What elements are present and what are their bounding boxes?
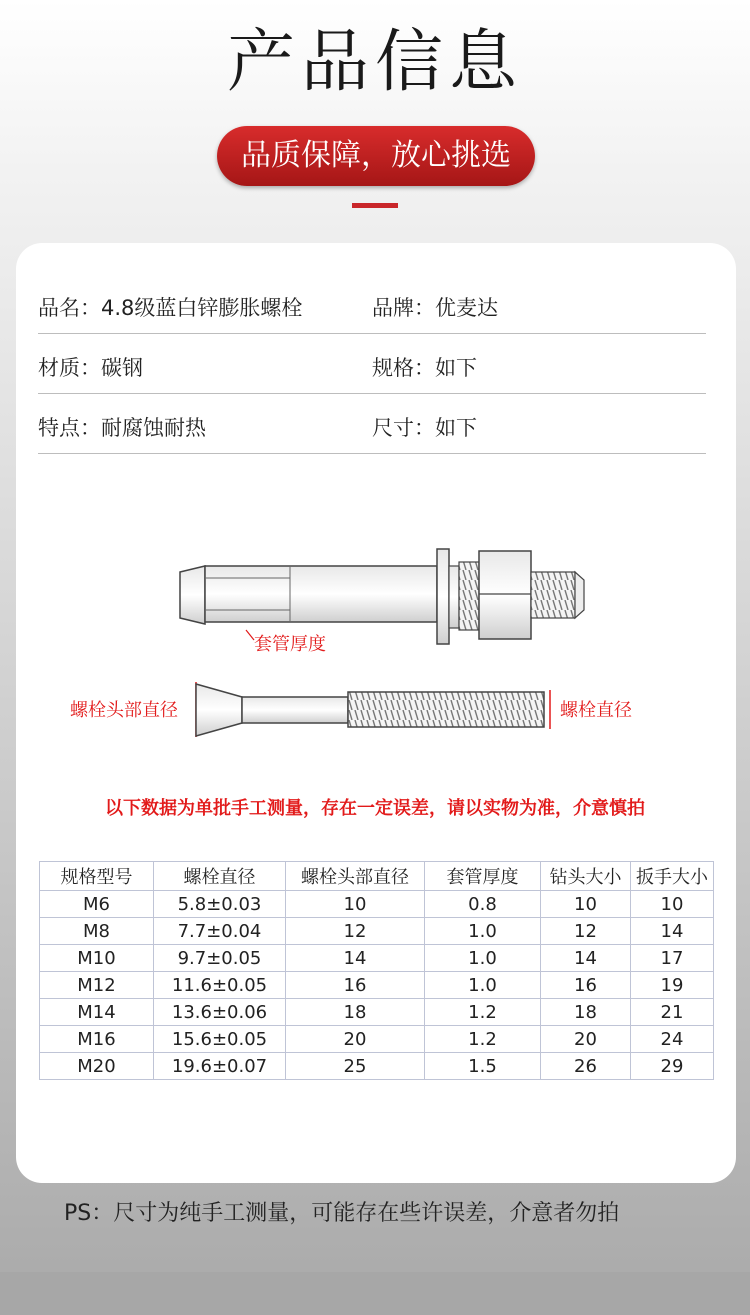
- product-brand: 品牌：优麦达: [372, 296, 498, 320]
- cell-bolt-diameter: 11.6±0.05: [154, 972, 286, 999]
- cell-sleeve-thickness: 1.0: [425, 918, 541, 945]
- cell-bolt-diameter: 7.7±0.04: [154, 918, 286, 945]
- cell-drill-size: 26: [541, 1053, 631, 1080]
- cell-wrench-size: 29: [631, 1053, 714, 1080]
- cell-model: M20: [40, 1053, 154, 1080]
- table-row: [40, 1053, 714, 1080]
- cell-sleeve-thickness: 1.0: [425, 972, 541, 999]
- header-wrench-size: 扳手大小: [631, 862, 714, 891]
- cell-model: M12: [40, 972, 154, 999]
- cell-drill-size: 12: [541, 918, 631, 945]
- cell-drill-size: 20: [541, 1026, 631, 1053]
- cell-wrench-size: 21: [631, 999, 714, 1026]
- cell-sleeve-thickness: 1.2: [425, 999, 541, 1026]
- cell-wrench-size: 14: [631, 918, 714, 945]
- cell-sleeve-thickness: 1.5: [425, 1053, 541, 1080]
- header-model: 规格型号: [40, 862, 154, 891]
- product-feature: 特点：耐腐蚀耐热: [38, 416, 206, 440]
- cell-bolt-diameter: 9.7±0.05: [154, 945, 286, 972]
- product-spec: 规格：如下: [372, 356, 477, 380]
- header-bolt-diameter: 螺栓直径: [154, 862, 286, 891]
- cell-head-diameter: 20: [286, 1026, 425, 1053]
- product-name: 品名：4.8级蓝白锌膨胀螺栓: [38, 296, 303, 320]
- cell-drill-size: 10: [541, 891, 631, 918]
- accent-divider: [352, 203, 398, 208]
- cell-model: M6: [40, 891, 154, 918]
- bolt-diameter-label: 螺栓直径: [560, 700, 632, 721]
- sleeve-thickness-label: 套管厚度: [254, 634, 326, 655]
- table-row: [40, 945, 714, 972]
- cell-bolt-diameter: 19.6±0.07: [154, 1053, 286, 1080]
- cell-model: M8: [40, 918, 154, 945]
- cell-head-diameter: 16: [286, 972, 425, 999]
- cell-sleeve-thickness: 1.0: [425, 945, 541, 972]
- spec-table: [39, 861, 714, 1080]
- header-head-diameter: 螺栓头部直径: [286, 862, 425, 891]
- info-row-2: [38, 334, 706, 394]
- cell-sleeve-thickness: 1.2: [425, 1026, 541, 1053]
- info-row-1: [38, 274, 706, 334]
- table-row: [40, 918, 714, 945]
- page-title: 产品信息: [226, 23, 523, 102]
- cell-sleeve-thickness: 0.8: [425, 891, 541, 918]
- slogan-badge: 品质保障，放心挑选: [217, 126, 535, 186]
- cell-drill-size: 14: [541, 945, 631, 972]
- row-divider: [38, 453, 706, 454]
- header-drill-size: 钻头大小: [541, 862, 631, 891]
- cell-wrench-size: 17: [631, 945, 714, 972]
- table-row: [40, 999, 714, 1026]
- ps-note: PS：尺寸为纯手工测量，可能存在些许误差，介意者勿拍: [64, 1201, 620, 1226]
- cell-model: M16: [40, 1026, 154, 1053]
- cell-model: M10: [40, 945, 154, 972]
- cell-bolt-diameter: 5.8±0.03: [154, 891, 286, 918]
- table-row: [40, 972, 714, 999]
- cell-head-diameter: 10: [286, 891, 425, 918]
- product-material: 材质：碳钢: [38, 356, 143, 380]
- cell-head-diameter: 18: [286, 999, 425, 1026]
- cell-head-diameter: 14: [286, 945, 425, 972]
- info-row-3: [38, 394, 706, 454]
- cell-drill-size: 18: [541, 999, 631, 1026]
- bottom-band: [0, 1272, 750, 1315]
- table-row: [40, 891, 714, 918]
- cell-wrench-size: 24: [631, 1026, 714, 1053]
- cell-wrench-size: 19: [631, 972, 714, 999]
- cell-wrench-size: 10: [631, 891, 714, 918]
- cell-drill-size: 16: [541, 972, 631, 999]
- cell-bolt-diameter: 13.6±0.06: [154, 999, 286, 1026]
- cell-bolt-diameter: 15.6±0.05: [154, 1026, 286, 1053]
- bolt-head-diameter-label: 螺栓头部直径: [70, 700, 178, 721]
- measurement-notice: 以下数据为单批手工测量，存在一定误差，请以实物为准，介意慎拍: [105, 798, 645, 819]
- cell-head-diameter: 12: [286, 918, 425, 945]
- cell-model: M14: [40, 999, 154, 1026]
- header-sleeve-thickness: 套管厚度: [425, 862, 541, 891]
- table-row: [40, 1026, 714, 1053]
- product-size: 尺寸：如下: [372, 416, 477, 440]
- cell-head-diameter: 25: [286, 1053, 425, 1080]
- table-header-row: [40, 862, 714, 891]
